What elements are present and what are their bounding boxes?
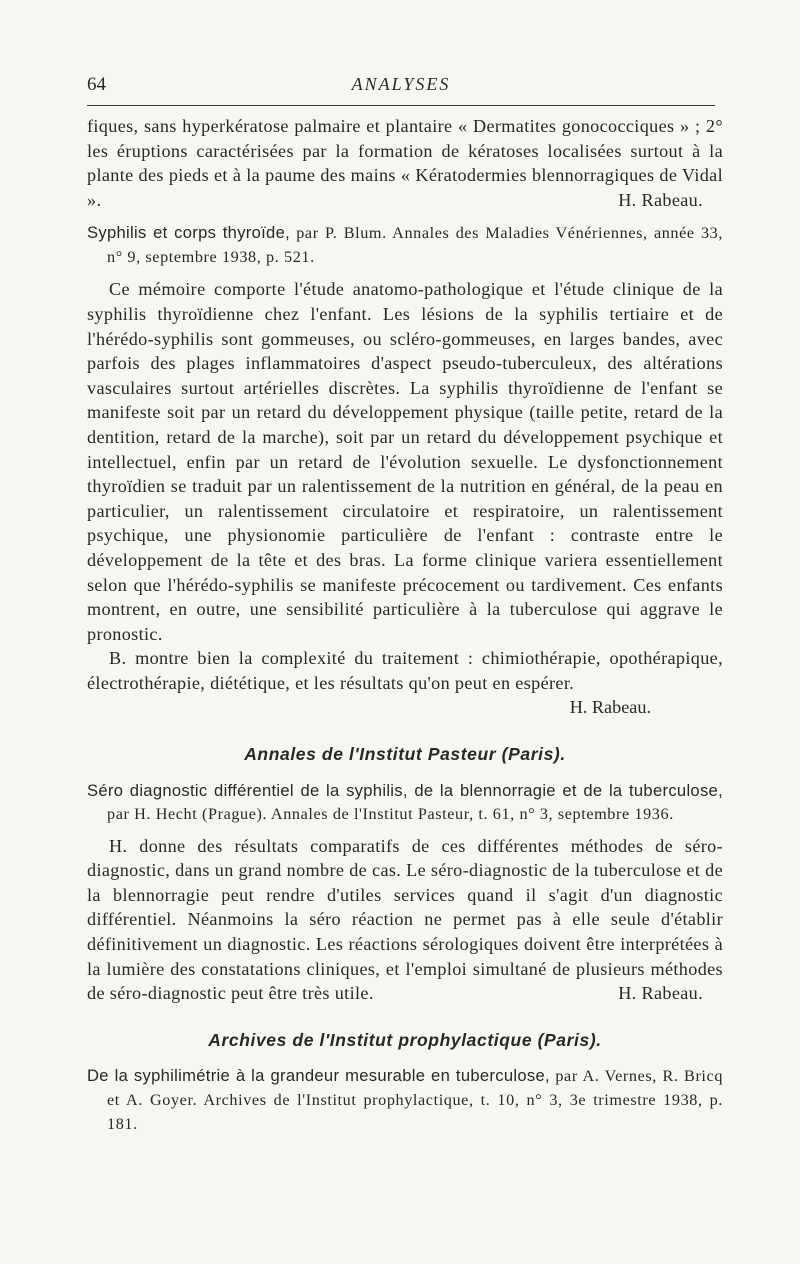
article-heading (87, 1064, 723, 1136)
article-sero-diagnostic (87, 779, 723, 1006)
section-heading: Annales de l'Institut Pasteur (Paris). (244, 744, 566, 765)
article-body (87, 834, 723, 1006)
page-header (87, 74, 715, 100)
page-number: 64 (87, 74, 106, 95)
signature: H. Rabeau. (618, 189, 703, 210)
section-heading: Archives de l'Institut prophylactique (Paris). (208, 1029, 602, 1050)
article-syphilimetrie (87, 1064, 723, 1136)
header-rule (87, 105, 715, 106)
paragraph-text: fiques, sans hyperkératose palmaire et plantaire « Dermatites gonococciques » ; 2° les éruptions caractérisées par la formation de kératoses localisées surtout à la plante des pieds et à la paume des mains « Kératodermies blennorragiques de Vidal ». (87, 116, 723, 210)
article-citation: par P. Blum. Annales des Maladies Vénériennes, année 33, n° 9, septembre 1938, p. 521. (107, 224, 724, 267)
article-citation: par A. Vernes, R. Bricq et A. Goyer. Archives de l'Institut prophylactique, t. 10, n° 3, 3e trimestre 1938, p. 181. (107, 1067, 724, 1134)
article-citation: par H. Hecht (Prague). Annales de l'Institut Pasteur, t. 61, n° 3, septembre 1936. (107, 804, 674, 823)
article-body-text: H. donne des résultats comparatifs de ces différentes méthodes de séro-diagnostic, dans un grand nombre de cas. Le séro-diagnostic de la tuberculose et de la blennorragie peut rendre d'utiles services quand il s'agit d'un diagnostic différentiel. Néanmoins la séro réaction ne permet pas à elle seule d'établir définitivement un diagnostic. Les réactions sérologiques doivent être interprétées à la lumière des constatations cliniques, et l'emploi simultané de plusieurs méthodes de séro-diagnostic peut être très utile. (87, 835, 723, 1004)
paragraph-continuation (87, 114, 723, 212)
article-body: Ce mémoire comporte l'étude anatomo-pathologique et l'étude clinique de la syphilis thyroïdienne chez l'enfant. Les lésions de la syphilis tertiaire et de l'hérédo-syphilis sont gommeuses, ou scléro-gommeuses, en larges bandes, avec parfois des plages inflammatoires d'aspect pseudo-tuberculeux, des altérations vasculaires surtout artérielles discrètes. La syphilis thyroïdienne de l'enfant se manifeste soit par un retard du développement physique (taille petite, retard de la dentition, retard de la marche), soit par un retard du développement psychique et intellectuel, enfin par un retard de l'évolution sexuelle. Le dysfonctionnement thyroïdien se traduit par un ralentissement de la nutrition en général, de la peau en particulier, un ralentissement circulatoire et respiratoire, un ralentissement psychique, une physionomie particulière de l'enfant : contraste entre le développement de la tête et des bras. La forme clinique variera essentiellement selon que l'hérédo-syphilis se manifeste précocement ou tardivement. Ces enfants montrent, en outre, une sensibilité particulière à la tuberculose qui aggrave le pronostic. (87, 279, 723, 644)
page-body (87, 114, 723, 1136)
article-title: Séro diagnostic différentiel de la syphilis, de la blennorragie et de la tuberculose, (87, 780, 723, 800)
article-title: Syphilis et corps thyroïde, (87, 223, 291, 243)
article-body: B. montre bien la complexité du traitement : chimiothérapie, opothérapique, électrothérapie, diététique, et les résultats qu'on peut en espérer. (87, 648, 723, 693)
running-title: ANALYSES (351, 74, 451, 94)
article-syphilis-thyroide (87, 221, 723, 720)
article-heading (87, 779, 723, 826)
signature: H. Rabeau. (618, 983, 703, 1004)
article-heading (87, 221, 723, 269)
signature: H. Rabeau. (569, 697, 651, 718)
article-title: De la syphilimétrie à la grandeur mesurable en tuberculose, (87, 1066, 550, 1086)
